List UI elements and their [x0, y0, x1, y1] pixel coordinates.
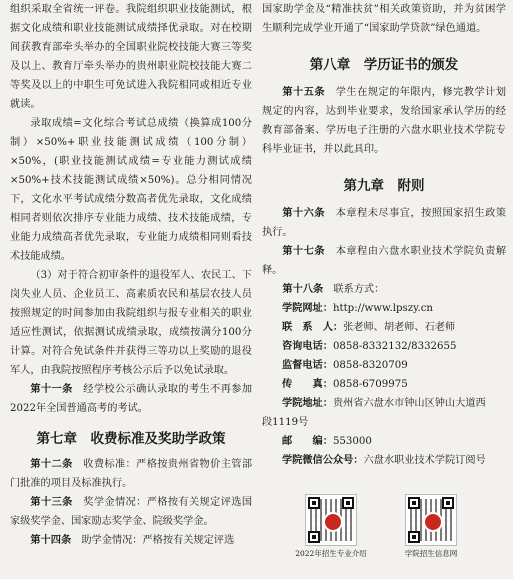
contact-supervision-phone	[262, 356, 506, 375]
qr-code-majors[interactable]	[305, 494, 357, 546]
college-seal-icon	[423, 512, 443, 532]
contact-value: 六盘水职业技术学院订阅号	[363, 455, 486, 466]
contact-value: 段1119号	[262, 417, 309, 428]
score-formula-paragraph: 录取成绩=文化综合考试总成绩（换算成100分制）×50%+职业技能测试成绩（100分制）×50%，(职业技能测试成绩=专业能力测试成绩×50%+技术技能测试成绩×50%)。总分相同情况下，文化水平考试成绩分数高者优先录取，文化成绩相同者则依次排序专业能力成绩、技术技能成绩，专业能力成绩高者优先录取，专业能力成绩相同则看技术技能成绩。	[10, 118, 252, 262]
article-label: 第十三条	[30, 496, 73, 508]
article-label: 第十八条	[282, 283, 324, 295]
article-18	[262, 280, 506, 299]
contact-postcode	[262, 432, 506, 451]
contact-value: 0858-8320709	[332, 360, 408, 371]
chapter-9-heading: 第九章 附则	[343, 178, 425, 194]
article-text: 奖学金情况：严格按有关规定评选国家级奖学金、国家励志奖学金、院级奖学金。	[10, 497, 253, 527]
article-text: 学生在规定的年限内，修完教学计划规定的内容，达到毕业要求，发给国家承认学历的经教育部备案、学历电子注册的六盘水职业技术学院专科毕业证书，并以此具印。	[262, 87, 507, 155]
qr-code-admissions[interactable]	[405, 494, 457, 546]
article-text: 联系方式：	[333, 284, 385, 295]
contact-label: 邮 编：	[282, 436, 333, 447]
article-15	[262, 83, 506, 159]
contact-label: 传 真：	[282, 379, 333, 390]
article-label: 第十二条	[30, 458, 73, 470]
contact-wechat	[262, 451, 506, 470]
article-17	[262, 242, 506, 280]
chapter-7-heading: 第七章 收费标准及奖助学政策	[36, 431, 226, 447]
article-13	[10, 493, 252, 531]
qr-caption: 2022年招生专业介绍	[295, 549, 367, 558]
qr-block-admissions	[405, 494, 457, 559]
college-seal-icon	[323, 512, 343, 532]
article-label: 第十六条	[282, 207, 326, 219]
website-link[interactable]: http://www.lpszy.cn	[332, 303, 433, 314]
contact-value: 553000	[332, 436, 372, 447]
right-column	[262, 0, 506, 470]
veterans-paragraph: （3）对于符合初审条件的退役军人、农民工、下岗失业人员、企业员工、高素质农民和基层农技人员按照规定的时间参加由我院组织与报专业相关的职业适应性测试，依据测试成绩录取，成绩按满分100分计算。对符合免试条件并获得三等功以上奖励的退役军人，由我院按照程序考核公示后予以免试录取。	[10, 270, 252, 376]
contact-value: 贵州省六盘水市钟山区钟山大道西	[332, 398, 486, 409]
article-label: 第十四条	[30, 534, 72, 546]
article-label: 第十一条	[30, 383, 73, 395]
article-label: 第十七条	[282, 245, 326, 257]
article-14	[10, 531, 252, 550]
contact-address	[262, 394, 506, 413]
contact-label: 监督电话：	[282, 360, 333, 371]
left-column	[10, 0, 252, 550]
article-11	[10, 380, 252, 418]
contact-value: 0858-8332132/8332655	[332, 341, 457, 352]
article-text: 本章程由六盘水职业技术学院负责解释。	[262, 246, 507, 276]
admission-paragraph: 组织采取全省统一评卷。我院组织职业技能测试，根据文化成绩和职业技能测试成绩择优录取。对在校期间获教育部牵头举办的全国职业院校技能大赛三等奖及以上、教育厅牵头举办的贵州职业院校技能大赛二等奖及以上的中职生可免试进入我院相同或相近专业就读。	[10, 4, 252, 110]
contact-label: 学院地址：	[282, 398, 333, 409]
contact-person	[262, 318, 506, 337]
article-text: 本章程未尽事宜，按照国家招生政策执行。	[262, 208, 507, 238]
contact-label: 联 系 人：	[282, 322, 344, 333]
chapter-8-heading: 第八章 学历证书的颁发	[309, 57, 459, 73]
contact-value: 0858-6709975	[332, 379, 408, 390]
contact-value: 张老师、胡老师、石老师	[343, 322, 456, 333]
qr-caption: 学院招生信息网	[404, 549, 458, 558]
contact-website	[262, 299, 506, 318]
qr-block-majors	[295, 494, 367, 559]
article-16	[262, 204, 506, 242]
contact-fax	[262, 375, 506, 394]
article-text: 收费标准：严格按贵州省物价主管部门批准的项目及标准执行。	[10, 459, 253, 489]
contact-phone	[262, 337, 506, 356]
aid-paragraph: 国家助学金及“精准扶贫”相关政策资助，并为贫困学生顺利完成学业开通了“国家助学贷款”绿色通道。	[262, 4, 506, 34]
contact-address-cont	[262, 413, 506, 432]
contact-label: 学院网址：	[282, 303, 333, 314]
article-text: 经学校公示确认录取的考生不再参加2022年全国普通高考的考试。	[10, 384, 253, 414]
article-12	[10, 455, 252, 493]
contact-label: 学院微信公众号：	[282, 455, 364, 466]
contact-label: 咨询电话：	[282, 341, 333, 352]
article-label: 第十五条	[282, 86, 326, 98]
article-text: 助学金情况：严格按有关规定评选	[81, 535, 235, 546]
